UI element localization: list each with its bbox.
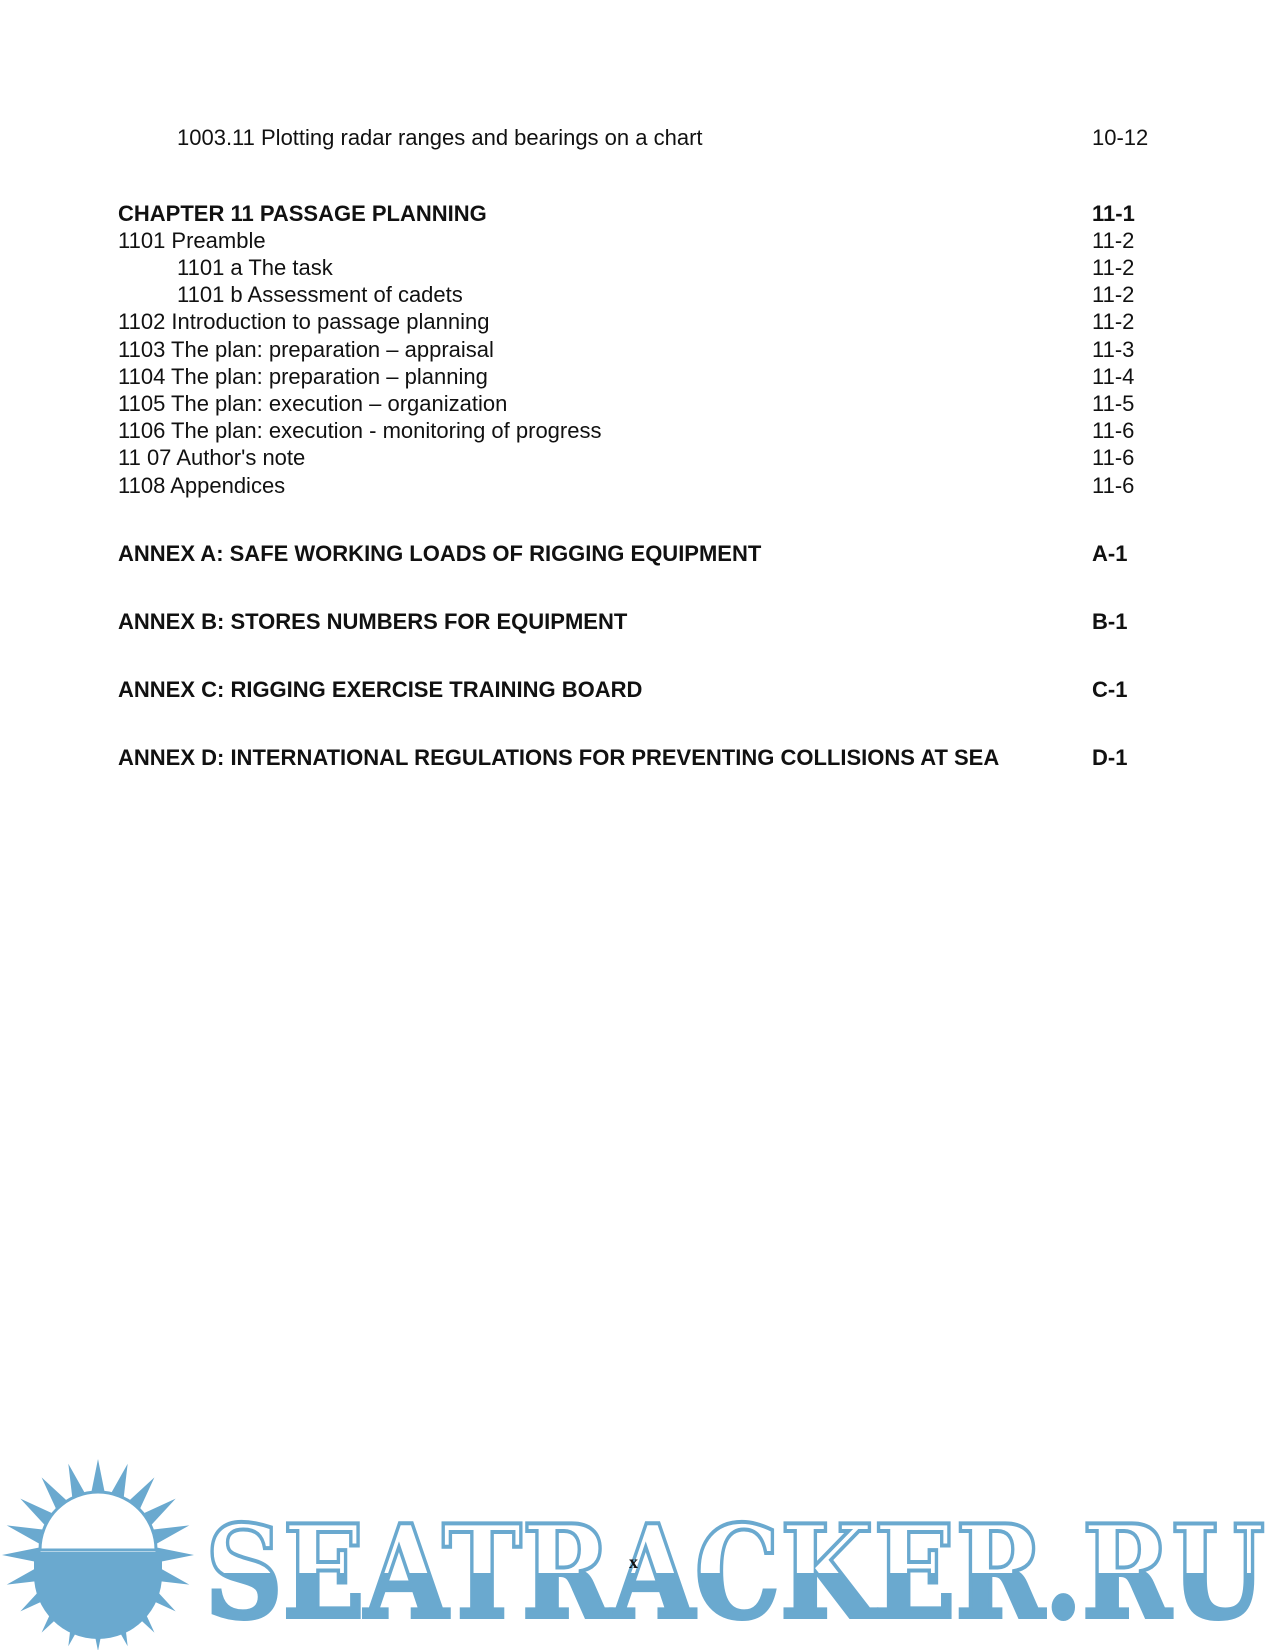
toc-annex-heading: [0, 676, 1275, 704]
toc-entry-page: A-1: [1092, 541, 1128, 566]
toc-entry-title: ANNEX C: RIGGING EXERCISE TRAINING BOARD: [118, 677, 643, 702]
toc-entry: [0, 472, 1275, 500]
toc-annex-heading: [0, 608, 1275, 636]
toc-entry-page: 11-5: [1092, 391, 1135, 416]
toc-entry-title: ANNEX D: INTERNATIONAL REGULATIONS FOR PREVENTING COLLISIONS AT SEA: [118, 745, 1000, 770]
toc-entry-title: 1102 Introduction to passage planning: [118, 309, 490, 334]
toc-entry: [0, 417, 1275, 445]
toc-entry-title: 1101 b Assessment of cadets: [177, 282, 463, 307]
toc-entry-page: 11-2: [1092, 282, 1135, 307]
toc-chapter-heading: [0, 200, 1275, 228]
toc-entry-title: 1103 The plan: preparation – appraisal: [118, 337, 494, 362]
toc-entry-title: CHAPTER 11 PASSAGE PLANNING: [118, 201, 487, 226]
toc-entry-title: 1101 a The task: [177, 255, 333, 280]
toc-entry: [0, 281, 1275, 309]
toc-entry-page: 11-6: [1092, 445, 1135, 470]
toc-entry-page: B-1: [1092, 609, 1128, 634]
toc-entry-title: 1101 Preamble: [118, 228, 266, 253]
toc-entry-title: ANNEX B: STORES NUMBERS FOR EQUIPMENT: [118, 609, 628, 634]
toc-entry-page: 11-2: [1092, 228, 1135, 253]
toc-entry-page: 11-2: [1092, 255, 1135, 280]
toc-entry-page: 11-3: [1092, 337, 1135, 362]
toc-annex-heading: [0, 744, 1275, 772]
toc-entry-title: 1105 The plan: execution – organization: [118, 391, 508, 416]
toc-entry: [0, 363, 1275, 391]
toc-entry: [0, 308, 1275, 336]
toc-entry: [0, 254, 1275, 282]
toc-entry: [0, 390, 1275, 418]
toc-entry-page: 11-2: [1092, 309, 1135, 334]
toc-entry-title: 11 07 Author's note: [118, 445, 306, 470]
toc-entry-page: 11-1: [1092, 201, 1135, 226]
toc-entry-page: C-1: [1092, 677, 1128, 702]
toc-entry-title: 1108 Appendices: [118, 473, 286, 498]
toc-entry-page: 11-4: [1092, 364, 1135, 389]
toc-entry: [0, 124, 1275, 152]
toc-entry-page: 10-12: [1092, 125, 1149, 150]
toc-entry: [0, 444, 1275, 472]
toc-entry-page: 11-6: [1092, 418, 1135, 443]
page-number: x: [629, 1552, 638, 1572]
toc-annex-heading: [0, 540, 1275, 568]
watermark-text: SEATRACKER.RU: [205, 1498, 1265, 1648]
toc-entry-title: 1106 The plan: execution - monitoring of progress: [118, 418, 602, 443]
toc-entry-page: D-1: [1092, 745, 1128, 770]
toc-entry: [0, 227, 1275, 255]
toc-entry-title: 1104 The plan: preparation – planning: [118, 364, 488, 389]
toc-entry-page: 11-6: [1092, 473, 1135, 498]
toc-entry: [0, 336, 1275, 364]
toc-entry-title: ANNEX A: SAFE WORKING LOADS OF RIGGING EQUIPMENT: [118, 541, 762, 566]
sun-icon: [2, 1459, 194, 1650]
toc-entry-title: 1003.11 Plotting radar ranges and bearings on a chart: [177, 125, 703, 150]
